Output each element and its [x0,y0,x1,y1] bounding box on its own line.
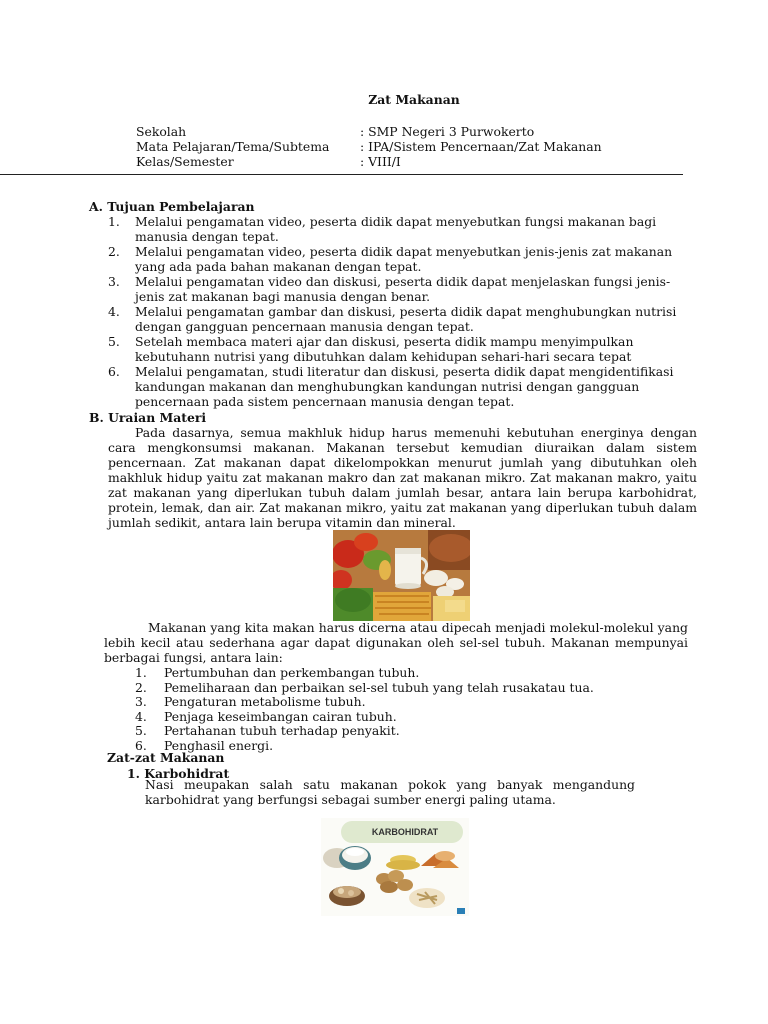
list-number: 2. [135,679,147,695]
carbohydrate-image-label: KARBOHIDRAT [371,827,439,837]
list-item [108,274,698,304]
list-item [135,709,635,724]
food-photo [333,530,470,621]
list-text: Penjaga keseimbangan cairan tubuh. [164,708,397,724]
list-number: 2. [108,244,120,259]
meta-key: Sekolah [136,124,187,139]
list-item [135,694,635,709]
list-number: 3. [135,694,147,709]
list-item [108,214,698,244]
subheading-karbohidrat: 1. Karbohidrat [127,766,230,781]
list-item [135,680,635,695]
list-number: 5. [135,723,147,738]
food-photo-illustration [333,530,470,621]
list-text: Pertumbuhan dan perkembangan tubuh. [164,665,420,680]
list-item [135,665,635,680]
meta-key: Kelas/Semester [136,154,234,169]
list-text: Setelah membaca materi ajar dan diskusi, peserta didik mampu menyimpulkan kebutuhann nutrisi yang dibutuhkan dalam kehidupan sehari-hari secara tepat [135,334,634,364]
list-text: Pemeliharaan dan perbaikan sel-sel tubuh yang telah rusakatau tua. [164,679,594,695]
meta-key: Mata Pelajaran/Tema/Subtema [136,139,330,154]
paragraph: Pada dasarnya, semua makhluk hidup harus memenuhi kebutuhan energinya dengan cara mengkonsumsi makanan. Makanan tersebut kemudian diuraikan dalam sistem pencernaan. Zat makanan dapat dikelompokkan menurut jumlah yang dibutuhkan oleh makhluk hidup yaitu zat makanan makro dan zat makanan mikro. Zat makanan makro, yaitu zat makanan yang diperlukan tubuh dalam jumlah besar, antara lain berupa karbohidrat, protein, lemak, dan air. Zat makanan mikro, yaitu zat makanan yang diperlukan tubuh dalam jumlah sedikit, antara lain berupa vitamin dan mineral. [108,425,697,530]
list-number: 1. [108,214,120,229]
list-item [108,304,698,334]
header-divider [0,174,683,175]
list-number: 4. [135,708,147,724]
meta-value: : SMP Negeri 3 Purwokerto [360,124,535,139]
list-text: Penghasil energi. [164,737,274,753]
list-text: Pertahanan tubuh terhadap penyakit. [164,723,400,738]
objectives-list [108,214,698,409]
list-text: Melalui pengamatan video, peserta didik dapat menyebutkan jenis-jenis zat makanan yang ada pada bahan makanan dengan tepat. [135,244,673,274]
list-item [108,364,698,409]
carbohydrate-image [321,818,469,916]
list-number: 1. [135,665,147,680]
list-text: Melalui pengamatan, studi literatur dan diskusi, peserta didik dapat mengidentifikasi kandungan makanan dan menghubungkan kandungan nutrisi dengan gangguan pencernaan pada sistem pencernaan manusia dengan tepat. [135,364,674,409]
paragraph: Makanan yang kita makan harus dicerna atau dipecah menjadi molekul-molekul yang lebih kecil atau sederhana agar dapat digunakan oleh sel-sel tubuh. Makanan mempunyai berbagai fungsi, antara lain: [104,620,688,665]
list-number: 6. [135,737,147,753]
meta-value: : IPA/Sistem Pencernaan/Zat Makanan [360,139,602,154]
meta-value: : VIII/I [360,154,401,169]
list-item [108,244,698,274]
list-text: Melalui pengamatan gambar dan diskusi, peserta didik dapat menghubungkan nutrisi dengan gangguan pencernaan manusia dengan tepat. [135,304,677,334]
list-item [108,334,698,364]
list-text: Melalui pengamatan video dan diskusi, peserta didik dapat menjelaskan fungsi jenis-jenis zat makanan bagi manusia dengan benar. [135,274,671,304]
functions-list [135,665,635,752]
paragraph: Nasi meupakan salah satu makanan pokok yang banyak mengandung karbohidrat yang berfungsi sebagai sumber energi paling utama. [145,777,635,807]
list-item [135,723,635,738]
list-number: 4. [108,304,120,319]
section-b-heading: B. Uraian Materi [89,410,207,425]
section-a-heading: A. Tujuan Pembelajaran [89,199,255,214]
list-text: Pengaturan metabolisme tubuh. [164,694,366,709]
subheading-zat-zat: Zat-zat Makanan [107,750,225,765]
page-title: Zat Makanan [368,92,460,107]
list-number: 6. [108,364,120,379]
list-text: Melalui pengamatan video, peserta didik dapat menyebutkan fungsi makanan bagi manusia dengan tepat. [135,214,657,244]
list-number: 3. [108,274,120,289]
list-number: 5. [108,334,120,349]
